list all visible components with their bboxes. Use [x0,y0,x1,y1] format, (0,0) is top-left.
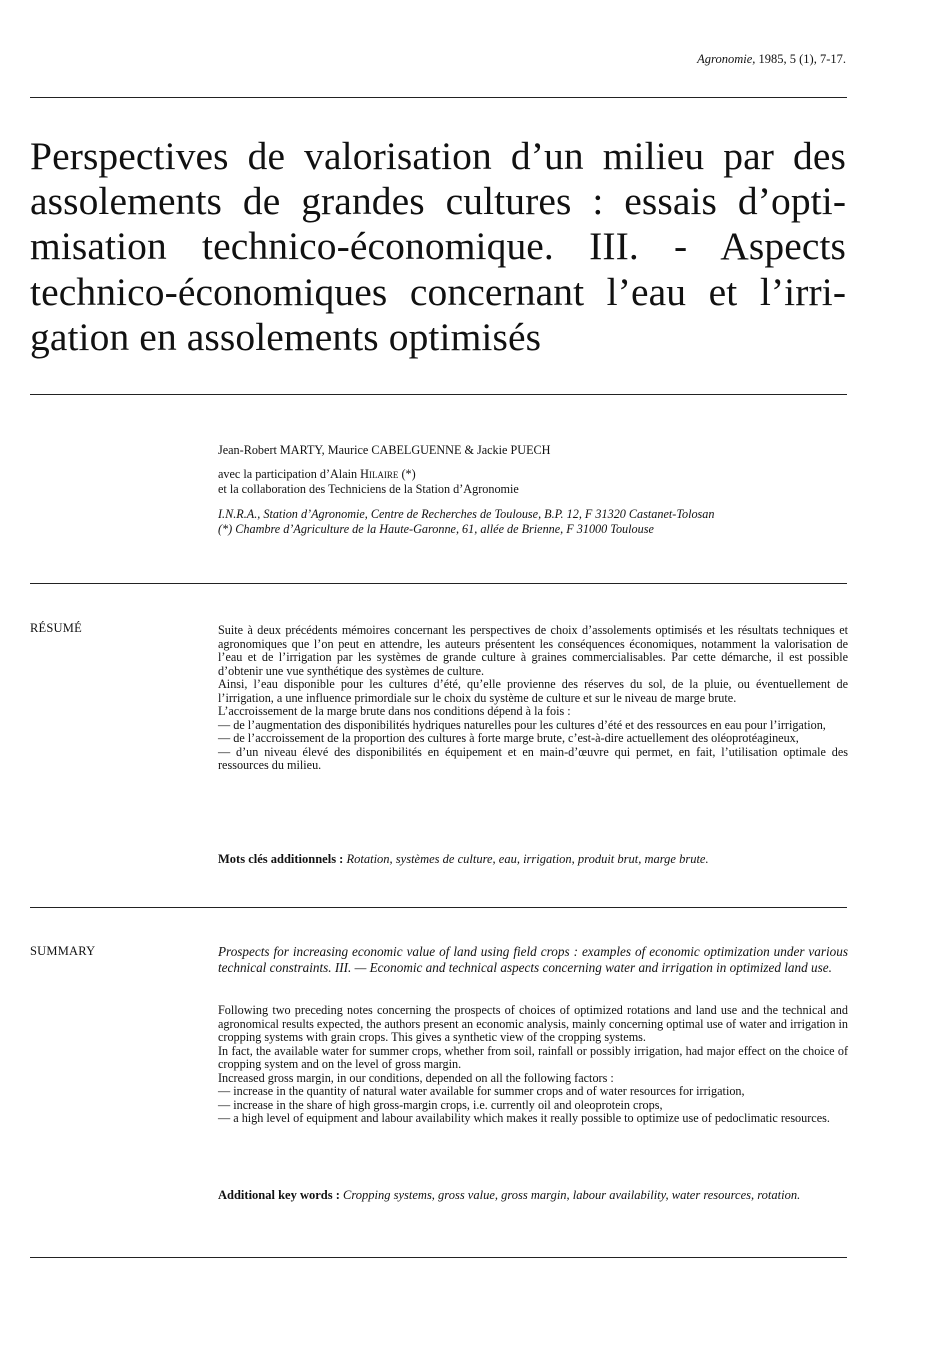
journal-citation [697,52,846,67]
summary-paragraph: In fact, the available water for summer crops, whether from soil, rainfall or possibly irrigation, had major effect on the choice of cropping system and on the level of gross margin. [218,1043,848,1071]
resume-keywords [218,852,848,867]
participation-prefix: avec la participation d’Alain [218,467,361,481]
participation-line [218,467,416,482]
summary-paragraph: Increased gross margin, in our conditions, depended on all the following factors : [218,1070,614,1085]
resume-keywords-label: Mots clés additionnels : [218,852,347,866]
rule-bottom [30,1257,847,1258]
resume-paragraph: Suite à deux précédents mémoires concernant les perspectives de choix d’assolements optimisés et les résultats techniques et agronomiques que l’on peut en attendre, les auteurs présentent les conséquences économiques, notamment la valorisation de l’eau et de l’irrigation par les systèmes de grande culture à graines commercialisables. Par cette démarche, il est possible d’obtenir une vue synthétique des systèmes de culture. [218,623,848,678]
summary-label: SUMMARY [30,944,96,958]
participation-name: Hilaire [360,467,399,481]
resume-body [218,624,848,773]
article-title: Perspectives de valorisation d’un milieu par des assolements de grandes cultures : essais d’optimisation technico-économique. III. - Aspects technico-économiques concernant l’eau et l’irrigation en assolements optimisés [30,134,846,359]
rule-after-resume [30,907,847,908]
resume-paragraph: Ainsi, l’eau disponible pour les cultures d’été, qu’elle provienne des réserves du sol, de la pluie, ou éventuellement de l’irrigation, a une influence primordiale sur le choix du système de culture et sur le niveau de marge brute. [218,677,848,705]
resume-paragraph: — d’un niveau élevé des disponibilités en équipement et en main-d’œuvre qui permet, en fait, l’utilisation optimale des ressources du milieu. [218,744,848,772]
resume-paragraph: L’accroissement de la marge brute dans nos conditions dépend à la fois : [218,704,571,718]
summary-keywords-list: Cropping systems, gross value, gross margin, labour availability, water resources, rotation. [343,1188,801,1202]
citation-details: 1985, 5 (1), 7-17. [755,52,846,66]
summary-paragraph: — a high level of equipment and labour availability which makes it really possible to optimize use of pedoclimatic resources. [218,1111,830,1125]
rule-after-authors [30,583,847,584]
summary-paragraph: — increase in the quantity of natural water available for summer crops and of water resources for irrigation, [218,1084,745,1098]
resume-paragraph: — de l’accroissement de la proportion des cultures à forte marge brute, c’est-à-dire actuellement des oléoprotéagineux, [218,731,799,745]
rule-after-title [30,394,847,395]
affiliation-inra: I.N.R.A., Station d’Agronomie, Centre de Recherches de Toulouse, B.P. 12, F 31320 Castanet-Tolosan [218,507,715,521]
journal-name: Agronomie, [697,52,756,66]
participation-suffix: (*) [398,467,416,481]
rule-top [30,97,847,98]
authors-line: Jean-Robert MARTY, Maurice CABELGUENNE & Jackie PUECH [218,443,551,457]
summary-paragraph: Following two preceding notes concerning the prospects of choices of optimized rotations and land use and the technical and agronomical results expected, the authors present an economic analysis, mainly concerning optimal use of water and irrigation in cropping systems with grain crops. This gives a synthetic view of the cropping systems. [218,1003,848,1044]
summary-english-title: Prospects for increasing economic value of land using field crops : examples of economic optimization under various technical constraints. III. — Economic and technical aspects concerning water and irrigation in optimized land use. [218,944,848,975]
summary-keywords-label: Additional key words : [218,1188,344,1202]
resume-paragraph: — de l’augmentation des disponibilités hydriques naturelles pour les cultures d’été et des ressources en eau pour l’irrigation, [218,717,826,732]
summary-paragraph: — increase in the share of high gross-margin crops, i.e. currently oil and oleoprotein crops, [218,1097,663,1112]
affiliation-chambre: (*) Chambre d’Agriculture de la Haute-Garonne, 61, allée de Brienne, F 31000 Toulouse [218,522,654,536]
resume-keywords-list: Rotation, systèmes de culture, eau, irrigation, produit brut, marge brute. [346,852,709,866]
summary-body [218,1004,848,1126]
summary-keywords [218,1188,848,1203]
collaboration-line: et la collaboration des Techniciens de la Station d’Agronomie [218,482,519,496]
resume-label: RÉSUMÉ [30,621,82,635]
